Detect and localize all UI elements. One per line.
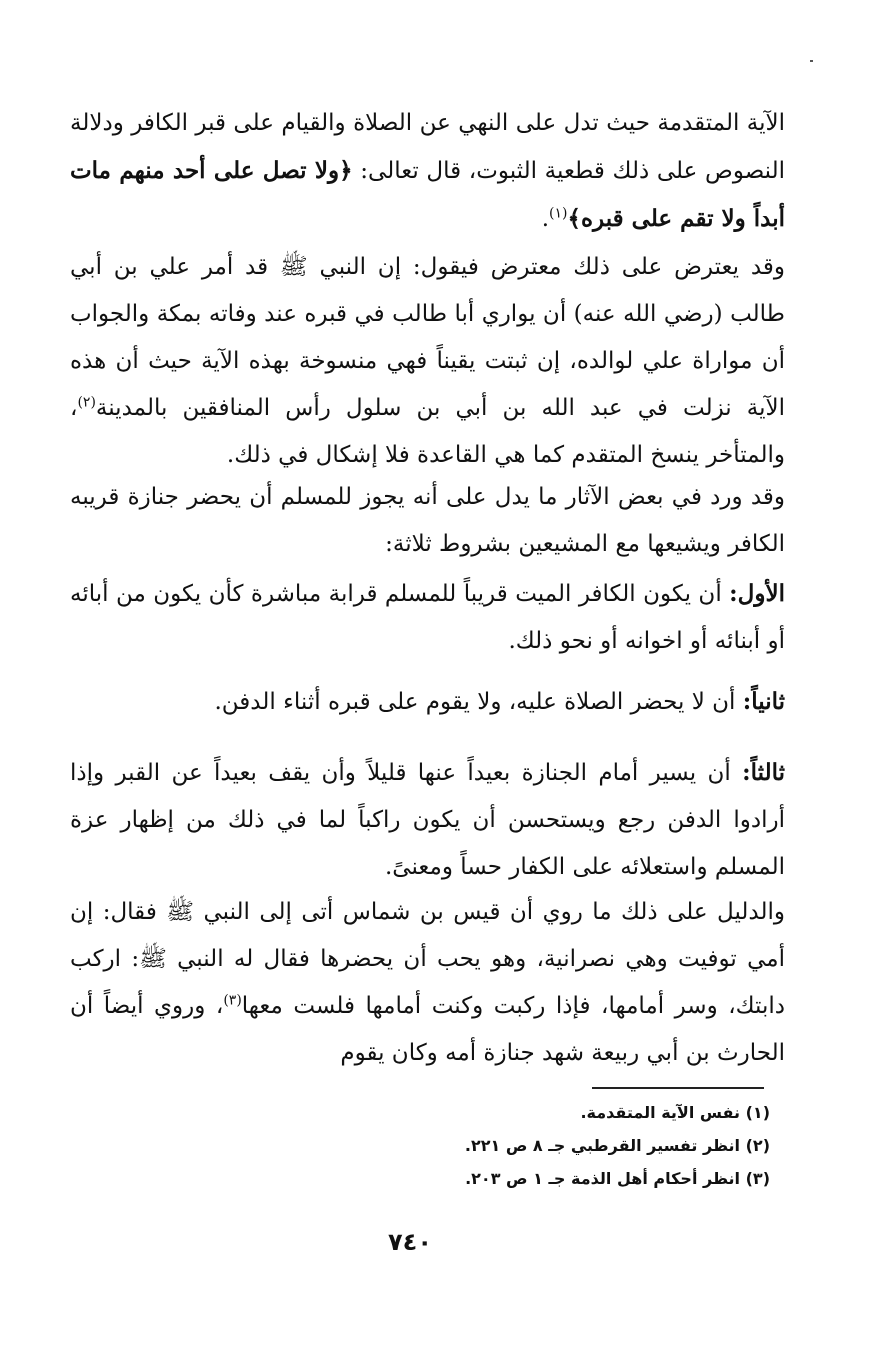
condition-second	[70, 678, 785, 726]
footnote-ref-1[interactable]: (١)	[549, 205, 568, 222]
page-number: ٧٤٠	[388, 1228, 432, 1256]
paragraph-2-text: وقد يعترض على ذلك معترض فيقول: إن النبي ﷺ قد أمر علي بن أبي طالب (رضي الله عنه) أن يواري أبا طالب في قبره عند وفاته بمكة والجواب أن مواراة علي لوالده، إن ثبتت يقيناً فهي منسوخة بهذه الآية حيث أن هذه الآية نزلت في عبد الله بن أبي بن سلول رأس المنافقين بالمدينة	[70, 254, 785, 421]
paragraph-3	[70, 474, 785, 568]
paragraph-3-text: وقد ورد في بعض الآثار ما يدل على أنه يجوز للمسلم أن يحضر جنازة قريبه الكافر ويشيعها مع المشيعين بشروط ثلاثة:	[70, 484, 785, 557]
footnote-2: (٢) انظر تفسير القرطبي جـ ٨ ص ٢٢١.	[464, 1136, 770, 1155]
footnote-ref-2[interactable]: (٢)	[77, 394, 96, 411]
paragraph-2-text-end: ، والمتأخر ينسخ المتقدم كما هي القاعدة فلا إشكال في ذلك.	[70, 395, 785, 468]
condition-second-label: ثانياً:	[742, 688, 785, 715]
scan-speck	[810, 60, 813, 62]
condition-third-label: ثالثاً:	[742, 759, 785, 786]
condition-first	[70, 570, 785, 665]
footnote-3: (٣) انظر أحكام أهل الذمة جـ ١ ص ٢٠٣.	[465, 1169, 770, 1188]
paragraph-evidence-text-end: ، وروي أيضاً أن الحارث بن أبي ربيعة شهد جنازة أمه وكان يقوم	[70, 993, 785, 1066]
paragraph-2	[70, 244, 785, 479]
footnote-1: (١) نفس الآية المتقدمة.	[580, 1103, 770, 1122]
paragraph-1-end: .	[541, 206, 550, 232]
condition-second-text: أن لا يحضر الصلاة عليه، ولا يقوم على قبره أثناء الدفن.	[214, 689, 743, 715]
quran-verse: ﴿ولا تصل على أحد منهم مات أبداً ولا تقم على قبره﴾	[70, 157, 785, 232]
condition-first-label: الأول:	[729, 580, 785, 607]
footnotes	[300, 1096, 770, 1195]
footnote-separator	[592, 1087, 764, 1089]
paragraph-1-text: الآية المتقدمة حيث تدل على النهي عن الصلاة والقيام على قبر الكافر ودلالة النصوص على ذلك قطعية الثبوت، قال تعالى:	[70, 110, 786, 184]
footnote-ref-3[interactable]: (٣)	[223, 992, 242, 1009]
condition-third	[70, 749, 785, 891]
condition-third-text: أن يسير أمام الجنازة بعيداً عنها قليلاً وأن يقف بعيداً عن القبر وإذا أرادوا الدفن رجع ويستحسن أن يكون راكباً لما في ذلك من إظهار عزة المسلم واستعلائه على الكفار حساً ومعنىً.	[70, 760, 785, 880]
paragraph-1	[70, 100, 785, 243]
condition-first-text: أن يكون الكافر الميت قريباً للمسلم قرابة مباشرة كأن يكون من أبائه أو أبنائه أو اخوانه أو نحو ذلك.	[70, 581, 785, 654]
paragraph-evidence-text: والدليل على ذلك ما روي أن قيس بن شماس أتى إلى النبي ﷺ فقال: إن أمي توفيت وهي نصرانية، وهو يحب أن يحضرها فقال له النبي ﷺ: اركب دابتك، وسر أمامها، فإذا ركبت وكنت أمامها فلست معها	[70, 899, 785, 1019]
paragraph-evidence	[70, 889, 785, 1077]
